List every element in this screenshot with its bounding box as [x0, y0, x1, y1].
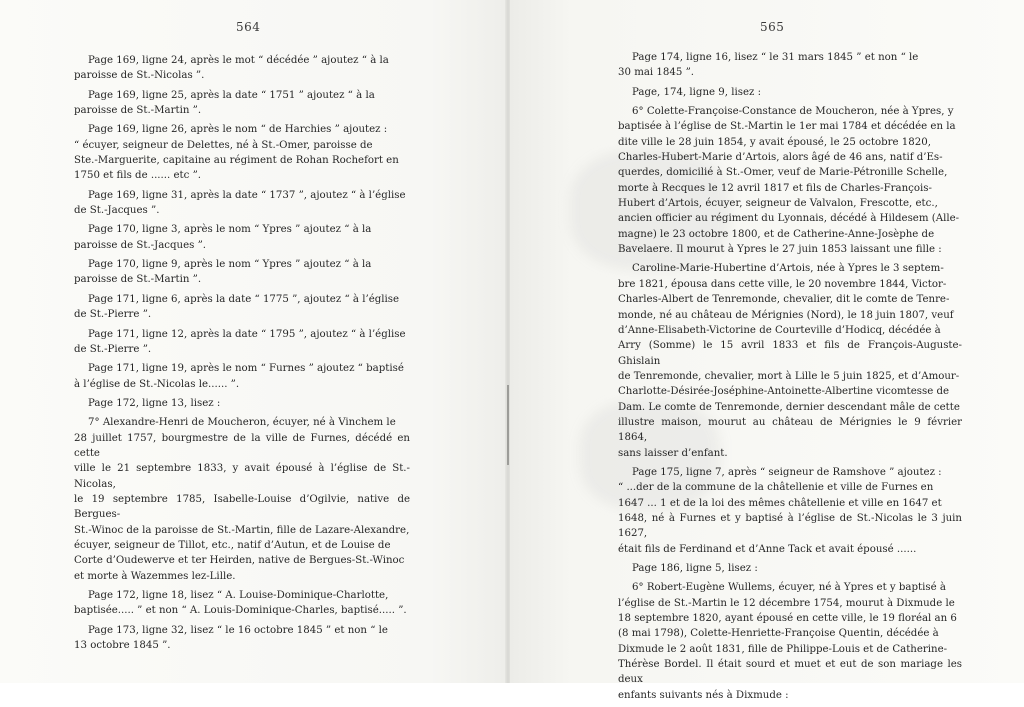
- text-line: 1750 et fils de ...... etc ”.: [74, 170, 202, 182]
- text-paragraph: [618, 85, 962, 100]
- text-paragraph: [74, 292, 410, 323]
- text-paragraph: [618, 561, 962, 576]
- text-line: Page 169, ligne 31, après la date “ 1737 ”, ajoutez “ à l’église: [88, 189, 406, 201]
- text-line: monde, né au château de Mérignies (Nord), le 18 juin 1807, veuf: [618, 309, 954, 321]
- text-line: 1648, né à Furnes et y baptisé à l’église de St.-Nicolas le 3 juin 1627,: [618, 512, 962, 540]
- gutter-crease: [507, 385, 509, 465]
- text-paragraph: [74, 53, 410, 84]
- text-line: 7° Alexandre-Henri de Moucheron, écuyer, né à Vinchem le: [88, 417, 396, 429]
- text-paragraph: [74, 588, 410, 619]
- text-line: Hubert d’Artois, écuyer, seigneur de Valvalon, Frescotte, etc.,: [618, 198, 938, 210]
- text-line: Arry (Somme) le 15 avril 1833 et fils de François-Auguste-Ghislain: [618, 340, 962, 367]
- text-paragraph: [618, 580, 962, 703]
- text-paragraph: [618, 465, 962, 557]
- text-line: Charles-Hubert-Marie d’Artois, alors âgé de 46 ans, natif d’Es-: [618, 152, 943, 164]
- text-line: à l’église de St.-Nicolas le...... ”.: [74, 378, 240, 390]
- text-line: baptisée..... ” et non “ A. Louis-Dominique-Charles, baptisé..... ”.: [74, 605, 407, 617]
- text-line: illustre maison, mourut au château de Mérignies le 9 février 1864,: [618, 416, 962, 444]
- text-line: ancien officier au régiment du Lyonnais, décédé à Hildesem (Alle-: [618, 213, 960, 225]
- text-line: querdes, domicilié à St.-Omer, veuf de Marie-Pétronille Schelle,: [618, 167, 948, 179]
- text-line: baptisée à l’église de St.-Martin le 1er mai 1784 et décédée en la: [618, 121, 956, 133]
- text-line: Thérèse Bordel. Il était sourd et muet et eut de son mariage les deux: [618, 659, 962, 686]
- text-line: Page 174, ligne 16, lisez “ le 31 mars 1845 ” et non “ le: [632, 52, 919, 63]
- text-line: Corte d’Oudewerve et ter Heirden, native de Bergues-St.-Winoc: [74, 555, 405, 567]
- text-paragraph: [618, 104, 962, 257]
- text-line: “ ...der de la commune de la châtellenie et ville de Furnes en: [618, 482, 934, 494]
- text-line: 1647 ... 1 et de la loi des mêmes châtellenie et ville en 1647 et: [618, 497, 942, 509]
- text-line: 30 mai 1845 ”.: [618, 67, 695, 79]
- text-line: de Tenremonde, chevalier, mort à Lille le 5 juin 1825, et d’Amour-: [618, 370, 960, 382]
- text-line: paroisse de St.-Martin ”.: [74, 274, 202, 286]
- text-line: Page 171, ligne 12, après la date “ 1795 ”, ajoutez “ à l’église: [88, 328, 406, 340]
- text-line: Page 175, ligne 7, après “ seigneur de Ramshove ” ajoutez :: [632, 466, 942, 478]
- text-line: magne) le 23 octobre 1800, et de Catherine-Anne-Josèphe de: [618, 228, 935, 240]
- text-line: de St.-Pierre ”.: [74, 343, 152, 355]
- text-line: “ écuyer, seigneur de Delettes, né à St.-Omer, paroisse de: [74, 139, 373, 151]
- text-line: Page 169, ligne 24, après le mot “ décédée ” ajoutez “ à la: [88, 55, 389, 66]
- text-line: de St.-Jacques ”.: [74, 205, 160, 217]
- text-line: 6° Colette-Françoise-Constance de Moucheron, née à Ypres, y: [632, 106, 954, 118]
- text-paragraph: [74, 122, 410, 183]
- text-line: sans laisser d’enfant.: [618, 447, 728, 459]
- text-paragraph: [74, 257, 410, 288]
- text-line: Charles-Albert de Tenremonde, chevalier, dit le comte de Tenre-: [618, 294, 950, 306]
- text-line: paroisse de St.-Martin ”.: [74, 105, 202, 117]
- right-text-column: [618, 50, 962, 707]
- right-page: [510, 0, 1024, 701]
- text-line: l’église de St.-Martin le 12 décembre 1754, mourut à Dixmude le: [618, 597, 955, 609]
- text-line: Page 171, ligne 6, après la date “ 1775 ”, ajoutez “ à l’église: [88, 293, 400, 305]
- text-line: Dam. Le comte de Tenremonde, dernier descendant mâle de cette: [618, 401, 960, 413]
- text-line: et morte à Wazemmes lez-Lille.: [74, 570, 236, 582]
- text-line: ville le 21 septembre 1833, y avait épousé à l’église de St.-Nicolas,: [74, 463, 410, 490]
- text-line: Ste.-Marguerite, capitaine au régiment de Rohan Rochefort en: [74, 155, 399, 167]
- text-line: Page 170, ligne 3, après le nom “ Ypres ” ajoutez “ à la: [88, 224, 372, 236]
- text-line: Caroline-Marie-Hubertine d’Artois, née à Ypres le 3 septem-: [632, 263, 944, 275]
- text-line: 6° Robert-Eugène Wullems, écuyer, né à Ypres et y baptisé à: [632, 582, 946, 594]
- text-line: écuyer, seigneur de Tillot, etc., natif d’Autun, et de Louise de: [74, 539, 391, 551]
- text-line: Page 186, ligne 5, lisez :: [632, 563, 758, 574]
- text-paragraph: [74, 361, 410, 392]
- text-line: le 19 septembre 1785, Isabelle-Louise d’Ogilvie, native de Bergues-: [74, 493, 410, 521]
- left-text-column: [74, 53, 410, 657]
- text-line: Bavelaere. Il mourut à Ypres le 27 juin 1853 laissant une fille :: [618, 244, 942, 256]
- text-paragraph: [74, 222, 410, 253]
- text-line: enfants suivants nés à Dixmude :: [618, 689, 789, 701]
- text-line: bre 1821, épousa dans cette ville, le 20 novembre 1844, Victor-: [618, 278, 947, 290]
- text-line: paroisse de St.-Jacques ”.: [74, 239, 207, 251]
- text-line: 18 septembre 1820, ayant épousé en cette ville, le 19 floréal an 6: [618, 613, 957, 625]
- text-line: Dixmude le 2 août 1831, fille de Philippe-Louis et de Catherine-: [618, 643, 948, 655]
- text-line: Page 170, ligne 9, après le nom “ Ypres ” ajoutez “ à la: [88, 259, 372, 271]
- text-line: Page, 174, ligne 9, lisez :: [632, 86, 762, 98]
- text-paragraph: [74, 327, 410, 358]
- text-line: (8 mai 1798), Colette-Henriette-Françoise Quentin, décédée à: [618, 628, 939, 640]
- left-page: [0, 0, 506, 683]
- text-line: Page 173, ligne 32, lisez “ le 16 octobre 1845 ” et non “ le: [88, 624, 388, 636]
- right-page-number: 565: [760, 20, 785, 34]
- text-paragraph: [74, 396, 410, 411]
- text-paragraph: [618, 50, 962, 81]
- text-paragraph: [74, 623, 410, 654]
- text-line: était fils de Ferdinand et d’Anne Tack et avait épousé ......: [618, 543, 917, 555]
- text-paragraph: [74, 415, 410, 584]
- text-line: 13 octobre 1845 ”.: [74, 640, 171, 652]
- text-paragraph: [618, 261, 962, 460]
- text-line: Page 169, ligne 25, après la date “ 1751 ” ajoutez “ à la: [88, 89, 375, 101]
- text-paragraph: [74, 88, 410, 119]
- left-page-number: 564: [236, 20, 261, 34]
- text-line: Page 172, ligne 13, lisez :: [88, 397, 221, 409]
- text-line: 28 juillet 1757, bourgmestre de la ville de Furnes, décédé en cette: [74, 432, 410, 459]
- text-paragraph: [74, 188, 410, 219]
- text-line: St.-Winoc de la paroisse de St.-Martin, fille de Lazare-Alexandre,: [74, 524, 410, 536]
- text-line: Charlotte-Désirée-Joséphine-Antoinette-Albertine vicomtesse de: [618, 386, 950, 398]
- text-line: Page 172, ligne 18, lisez “ A. Louise-Dominique-Charlotte,: [88, 590, 389, 601]
- text-line: morte à Recques le 12 avril 1817 et fils de Charles-François-: [618, 182, 932, 194]
- text-line: paroisse de St.-Nicolas ”.: [74, 70, 205, 82]
- text-line: dite ville le 28 juin 1854, y avait épousé, le 25 octobre 1820,: [618, 136, 931, 148]
- text-line: Page 169, ligne 26, après le nom “ de Harchies ” ajoutez :: [88, 124, 388, 136]
- text-line: de St.-Pierre ”.: [74, 309, 152, 321]
- text-line: Page 171, ligne 19, après le nom “ Furnes ” ajoutez “ baptisé: [88, 363, 404, 375]
- text-line: d’Anne-Elisabeth-Victorine de Courteville d’Hodicq, décédée à: [618, 324, 941, 336]
